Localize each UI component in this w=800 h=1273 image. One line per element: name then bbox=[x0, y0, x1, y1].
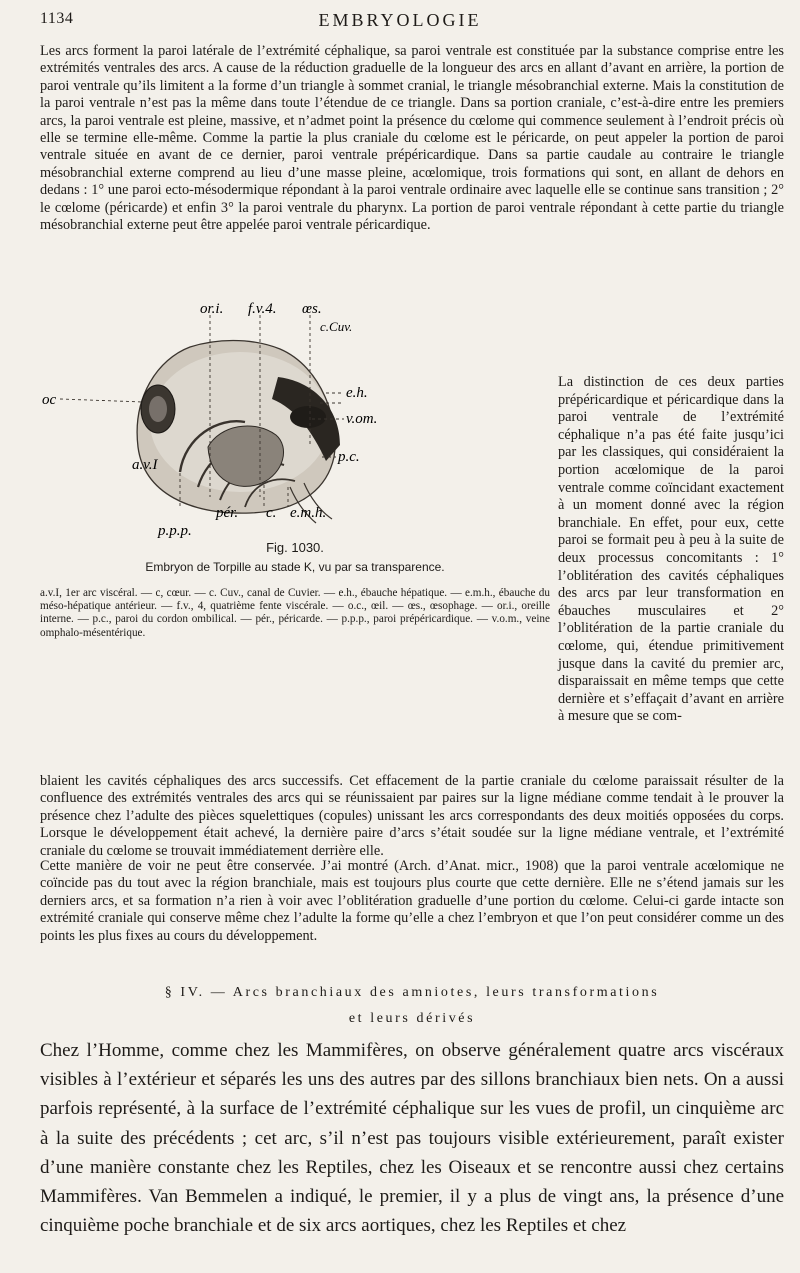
paragraph-1-side: La distinction de ces deux parties prépéricardique et péricardique dans la paroi ventrale de l’extrémité céphalique n’a pas été faite jusqu’ici par les classiques, qui considéraient la portion acœlomique de la paroi ventrale comme coïncidant exactement à un moment donné avec la région branchiale. En effet, pour eux, cette paroi se formait peu à peu à la suite de deux processus concomitants : 1° l’oblitération des cavités céphaliques des arcs par leur transformation en ébauches musculaires et 2° l’oblitération de la partie craniale du cœlome, qui, étendue primitivement jusque dans la cavité du premier arc, disparaissait en même temps que cette dernière et s’effaçait d’avant en arrière à mesure que se com- bbox=[558, 374, 784, 725]
section-heading bbox=[40, 980, 784, 1032]
label-c: c. bbox=[266, 505, 277, 521]
page-header bbox=[40, 6, 760, 34]
figure-number: Fig. 1030. bbox=[266, 540, 324, 555]
paragraph-4: Chez l’Homme, comme chez les Mammifères, on observe généralement quatre arcs viscéraux visibles à l’extérieur et séparés les uns des autres par des sillons branchiaux bien nets. On a aussi parfois représenté, à la surface de l’extrémité céphalique sur les vues de profil, un cinquième arc à la suite des précédents ; cet arc, s’il n’est pas toujours visible extérieurement, paraît exister d’une manière constante chez les Reptiles, chez les Oiseaux et se rencontre aussi chez certains Mammifères. Van Bemmelen a indiqué, le premier, il y a plus de vingt ans, la présence d’une cinquième poche branchiale et de six arcs aortiques, chez les Reptiles et chez bbox=[40, 1040, 784, 1237]
label-ppp: p.p.p. bbox=[158, 523, 192, 539]
page-number: 1134 bbox=[40, 10, 74, 27]
label-eh: e.h. bbox=[346, 385, 368, 401]
figure-title: Embryon de Torpille au stade K, vu par sa transparence. bbox=[145, 560, 445, 574]
label-vom: v.om. bbox=[346, 411, 378, 427]
paragraph-3: Cette manière de voir ne peut être conservée. J’ai montré (Arch. d’Anat. micr., 1908) que la paroi ventrale acœlomique ne coïncide pas du tout avec la région branchiale, mais est toujours plus courte que cette dernière. Elle ne s’étend jamais sur les derniers arcs, et sa formation n’a rien à voir avec l’oblitération graduelle d’une portion du cœlome. Celui-ci garde intacte son extrémité craniale qui conserve même chez l’adulte la forme qu’elle a chez l’embryon et que l’on peut considérer comme un des points les plus fixes au cours du développement. bbox=[40, 858, 784, 944]
label-ccuv: c.Cuv. bbox=[320, 319, 353, 334]
figure-legend: a.v.I, 1er arc viscéral. — c, cœur. — c. Cuv., canal de Cuvier. — e.h., ébauche hépatique. — e.m.h., ébauche du méso-hépatique antérieur. — f.v., 4, quatrième fente viscérale. — o.c., œil. — œs., œsophage. — or.i., oreille interne. — p.c., paroi du cordon ombilical. — pér., péricarde. — p.p.p., paroi prépéricardique. — v.o.m., veine omphalo-mésentérique. bbox=[40, 587, 550, 639]
running-title: EMBRYOLOGIE bbox=[318, 10, 482, 30]
label-fv4: f.v.4. bbox=[248, 301, 277, 317]
paragraph-1: Les arcs forment la paroi latérale de l’extrémité céphalique, sa paroi ventrale est constituée par la substance comprise entre les extrémités ventrales des arcs. A cause de la réduction graduelle de la longueur des arcs en allant d’avant en arrière, la portion de paroi ventrale qu’ils limitent a la forme d’un triangle à sommet cranial, le triangle mésobranchial externe. Mais la constitution de la paroi ventrale n’est pas la même dans toute l’étendue de ce triangle. Dans sa portion craniale, c’est-à-dire entre les premiers arcs, la paroi ventrale est pleine, massive, et n’admet point la présence du cœlome qui commence seulement à l’endroit précis où elle se termine elle-même. Comme la partie la plus craniale du cœlome est le péricarde, on peut appeler la portion de paroi ventrale située en avant de ce dernier, paroi ventrale prépéricardique. Dans sa partie caudale au contraire le triangle mésobranchial externe comprend au lieu d’une masse pleine, acœlomique, trois formations qui sont, en allant de dehors en dedans : 1° une paroi ecto-mésodermique répondant à la paroi ventrale ordinaire avec laquelle elle se continue sans transition ; 2° le cœlome (péricarde) et enfin 3° la paroi ventrale du pharynx. La portion de paroi ventrale répondant à cette partie du triangle mésobranchial externe peut être appelée paroi ventrale péricardique. bbox=[40, 43, 784, 234]
label-per: pér. bbox=[216, 505, 239, 521]
section-heading-line-2: et leurs dérivés bbox=[348, 1011, 476, 1026]
embryo-illustration bbox=[40, 297, 550, 757]
label-emh: e.m.h. bbox=[290, 505, 327, 521]
label-oes: œs. bbox=[302, 301, 322, 317]
label-ori: or.i. bbox=[200, 301, 224, 317]
label-avi: a.v.I bbox=[132, 457, 158, 473]
section-heading-line-1: § IV. — Arcs branchiaux des amniotes, leurs transformations bbox=[164, 985, 660, 1000]
label-oc: oc bbox=[42, 392, 57, 408]
paragraph-2: blaient les cavités céphaliques des arcs successifs. Cet effacement de la partie craniale du cœlome paraissait résulter de la confluence des extrémités ventrales des arcs qui se réunissaient par paires sur la ligne médiane comme tendait à le prouver la présence chez l’adulte des pièces squelettiques (copules) unissant les arcs correspondants des deux moitiés opposées du corps. Lorsque le développement était achevé, la dernière paire d’arcs s’était soudée sur la ligne médiane ventrale, et l’extrémité craniale du cœlome se trouvait immédiatement derrière elle. bbox=[40, 773, 784, 859]
label-pc: p.c. bbox=[338, 449, 360, 465]
figure-1030 bbox=[40, 297, 550, 757]
